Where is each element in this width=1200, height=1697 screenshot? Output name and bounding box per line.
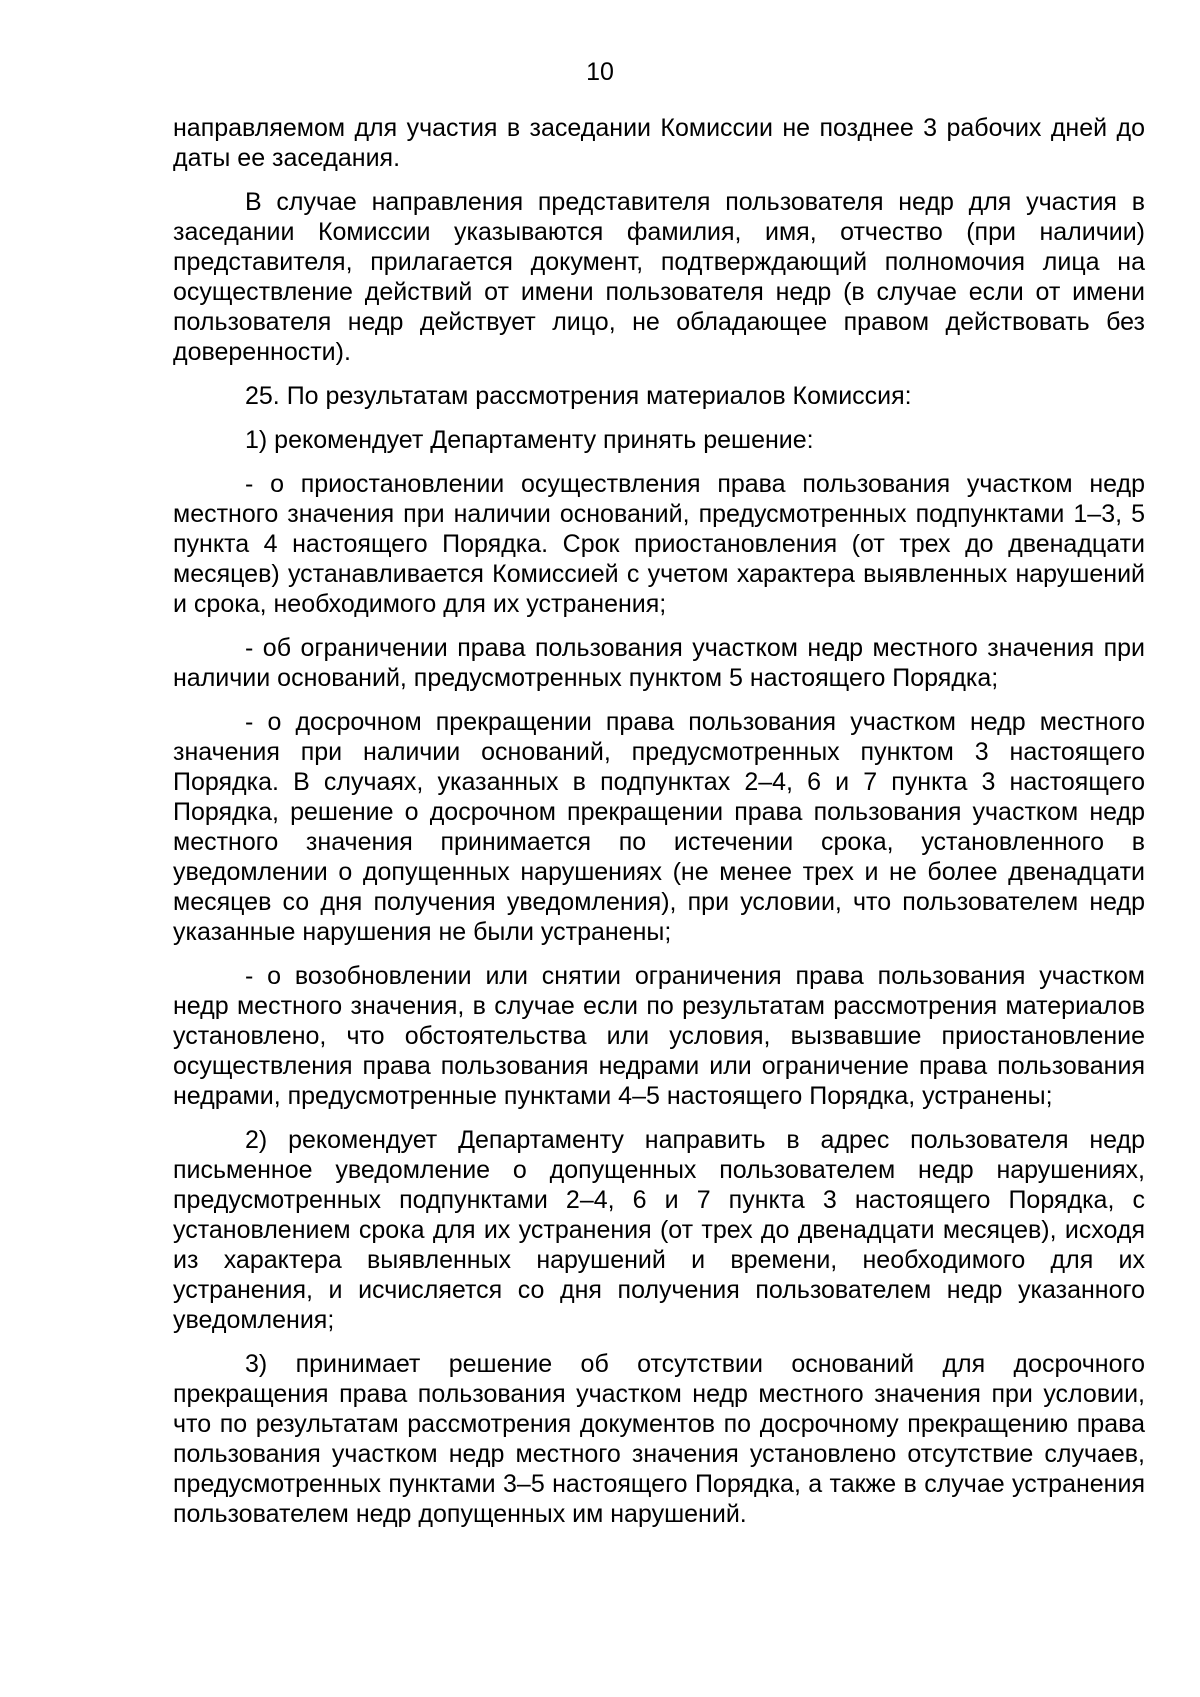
paragraph-subitem-2: 2) рекомендует Департаменту направить в адрес пользователя недр письменное уведомление о допущенных пользователем недр нарушениях, предусмотренных подпунктами 2–4, 6 и 7 пункта 3 настоящего Порядка, с установлением срока для их устранения (от трех до двенадцати месяцев), исходя из характера выявленных нарушений и времени, необходимого для их устранения, и исчисляется со дня получения пользователем недр указанного уведомления;	[173, 1126, 1145, 1334]
page-number: 10	[586, 58, 614, 86]
paragraph-representative: В случае направления представителя пользователя недр для участия в заседании Комиссии указываются фамилия, имя, отчество (при наличии) представителя, прилагается документ, подтверждающий полномочия лица на осуществление действий от имени пользователя недр (в случае если от имени пользователя недр действует лицо, не обладающее правом действовать без доверенности).	[173, 188, 1145, 366]
paragraph-subitem-1: 1) рекомендует Департаменту принять решение:	[245, 426, 814, 454]
paragraph-item-25: 25. По результатам рассмотрения материалов Комиссия:	[245, 382, 912, 410]
document-body	[173, 113, 1145, 1543]
paragraph-suspension: - о приостановлении осуществления права пользования участком недр местного значения при наличии оснований, предусмотренных подпунктами 1–3, 5 пункта 4 настоящего Порядка. Срок приостановления (от трех до двенадцати месяцев) устанавливается Комиссией с учетом характера выявленных нарушений и срока, необходимого для их устранения;	[173, 470, 1145, 618]
paragraph-resumption: - о возобновлении или снятии ограничения права пользования участком недр местного значения, в случае если по результатам рассмотрения материалов установлено, что обстоятельства или условия, вызвавшие приостановление осуществления права пользования недрами или ограничение права пользования недрами, предусмотренные пунктами 4–5 настоящего Порядка, устранены;	[173, 962, 1145, 1110]
paragraph-early-termination: - о досрочном прекращении права пользования участком недр местного значения при наличии оснований, предусмотренных пунктом 3 настоящего Порядка. В случаях, указанных в подпунктах 2–4, 6 и 7 пункта 3 настоящего Порядка, решение о досрочном прекращении права пользования участком недр местного значения принимается по истечении срока, установленного в уведомлении о допущенных нарушениях (не менее трех и не более двенадцати месяцев со дня получения уведомления), при условии, что пользователем недр указанные нарушения не были устранены;	[173, 708, 1145, 946]
paragraph-subitem-3: 3) принимает решение об отсутствии оснований для досрочного прекращения права пользования участком недр местного значения при условии, что по результатам рассмотрения документов по досрочному прекращению права пользования участком недр местного значения установлено отсутствие случаев, предусмотренных пунктами 3–5 настоящего Порядка, а также в случае устранения пользователем недр допущенных им нарушений.	[173, 1350, 1145, 1528]
paragraph-continuation: направляемом для участия в заседании Комиссии не позднее 3 рабочих дней до даты ее заседания.	[173, 114, 1145, 172]
paragraph-restriction: - об ограничении права пользования участком недр местного значения при наличии оснований, предусмотренных пунктом 5 настоящего Порядка;	[173, 634, 1145, 692]
